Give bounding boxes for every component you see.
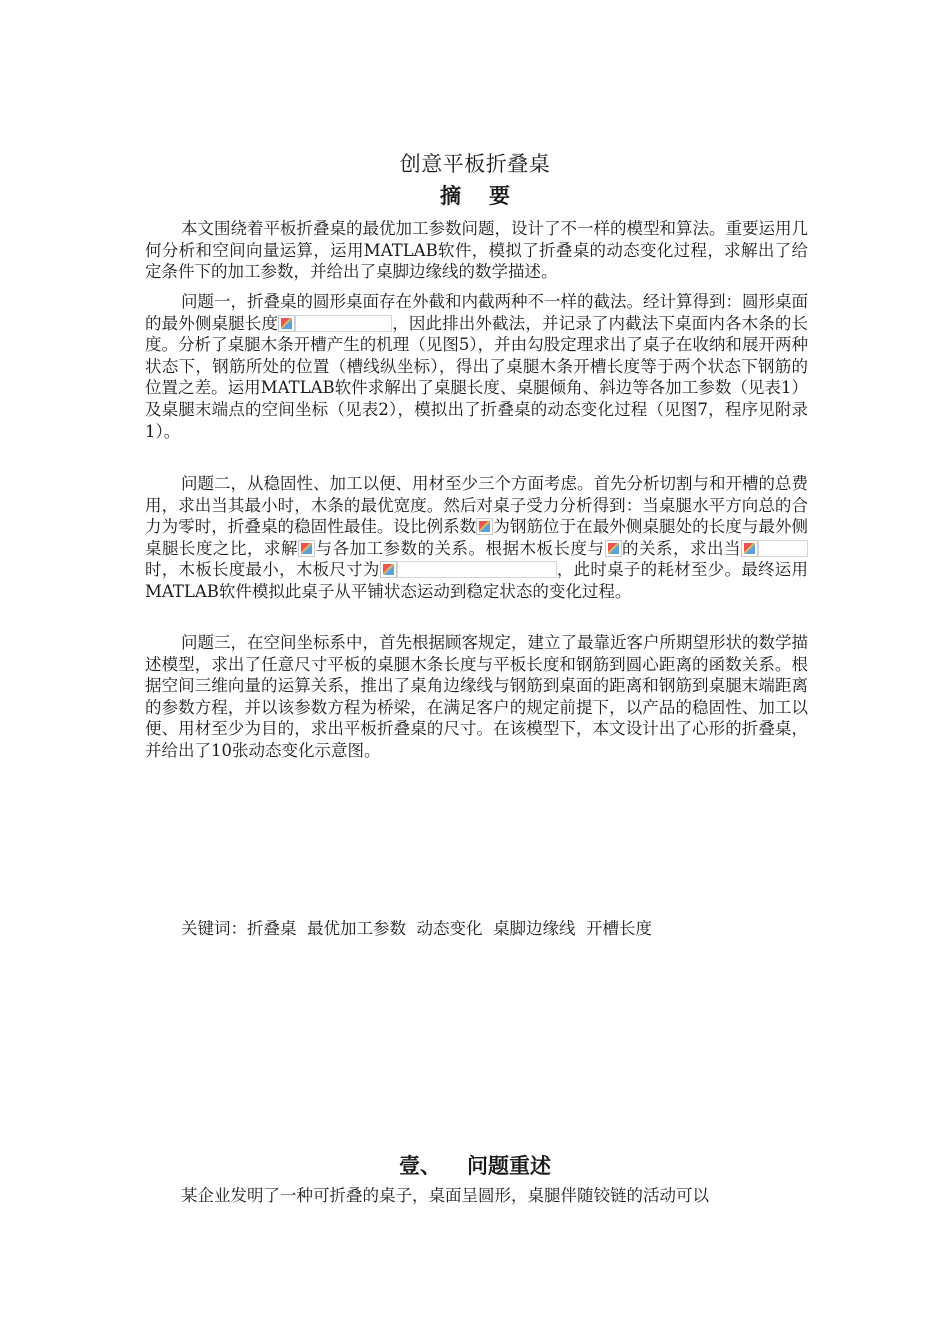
broken-image-icon: [476, 518, 493, 535]
keyword: 折叠桌: [247, 919, 297, 938]
document-title: 创意平板折叠桌: [399, 152, 551, 176]
abstract-paragraph-2: [145, 291, 808, 442]
keyword: 开槽长度: [586, 919, 652, 938]
text-run: ，因此排出外截法，并记录了内截法下桌面内各木条的长度。分析了桌腿木条开槽产生的机理（见图5），并由勾股定理求出了桌子在收纳和展开两种状态下，钢筋所处的位置（槽线纵坐标），得出了桌腿木条开槽长度等于两个状态下钢筋的位置之差。运用MATLAB软件求解出了桌腿长度、桌腿倾角、斜边等各加工参数（见表1）及桌腿末端点的空间坐标（见表2），模拟出了折叠桌的动态变化过程（见图7，程序见附录1）。: [145, 313, 809, 441]
abstract-paragraph-1: 本文围绕着平板折叠桌的最优加工参数问题，设计了不一样的模型和算法。重要运用几何分析和空间向量运算，运用MATLAB软件，模拟了折叠桌的动态变化过程，求解出了给定条件下的加工参数，并给出了桌脚边缘线的数学描述。: [145, 219, 808, 282]
abstract-heading: 摘要: [440, 184, 538, 208]
text-run: 与各加工参数的关系。根据木板长度与: [315, 538, 605, 558]
formula-placeholder: [295, 315, 392, 332]
keyword: 桌脚边缘线: [493, 919, 576, 938]
keywords-line: [181, 915, 652, 939]
broken-image-icon: [741, 540, 758, 557]
text-run: 问题二，从稳固性、加工以便、用材至少三个方面考虑。首先分析切割与和开槽的总费用，求出当其最小时，木条的最优宽度。然后对桌子受力分析得到：当桌腿水平方向总的合力为零时，折叠桌的稳固性最佳。设比例系数: [145, 474, 808, 537]
section-title: 问题重述: [467, 1154, 551, 1178]
text-run: 时，木板长度最小，木板尺寸为: [145, 560, 380, 580]
section-heading: [0, 1150, 950, 1180]
abstract-paragraph-3: [145, 473, 808, 603]
text-run: ，此时桌子的耗材至少。最终运用MATLAB软件模拟此桌子从平铺状态运动到稳定状态的变化过程。: [145, 560, 809, 601]
keyword: 动态变化: [416, 919, 483, 938]
text-run: 的关系，求出当: [621, 538, 741, 558]
section-number: 壹、: [399, 1154, 441, 1178]
formula-placeholder: [758, 540, 808, 557]
section-paragraph-1: 某企业发明了一种可折叠的桌子，桌面呈圆形，桌腿伴随铰链的活动可以: [181, 1186, 709, 1205]
text-run: 为钢筋位于在最外侧桌腿处的长度与最外侧桌腿长度之比，求解: [145, 517, 809, 558]
text-run: 问题一，折叠桌的圆形桌面存在外截和内截两种不一样的截法。经计算得到：圆形桌面的最外侧桌腿长度: [145, 292, 808, 333]
broken-image-icon: [605, 540, 622, 557]
formula-placeholder: [397, 561, 557, 578]
keyword: 最优加工参数: [307, 919, 406, 938]
abstract-paragraph-4: 问题三，在空间坐标系中，首先根据顾客规定，建立了最靠近客户所期望形状的数学描述模型，求出了任意尺寸平板的桌腿木条长度与平板长度和钢筋到圆心距离的函数关系。根据空间三维向量的运算关系，推出了桌角边缘线与钢筋到桌面的距离和钢筋到桌腿末端距离的参数方程，并以该参数方程为桥梁，在满足客户的规定前提下，以产品的稳固性、加工以便、用材至少为目的，求出平板折叠桌的尺寸。在该模型下，本文设计出了心形的折叠桌，并给出了10张动态变化示意图。: [145, 633, 808, 760]
broken-image-icon: [380, 561, 397, 578]
broken-image-icon: [278, 315, 295, 332]
broken-image-icon: [298, 540, 315, 557]
keywords-label: 关键词：: [181, 919, 247, 938]
